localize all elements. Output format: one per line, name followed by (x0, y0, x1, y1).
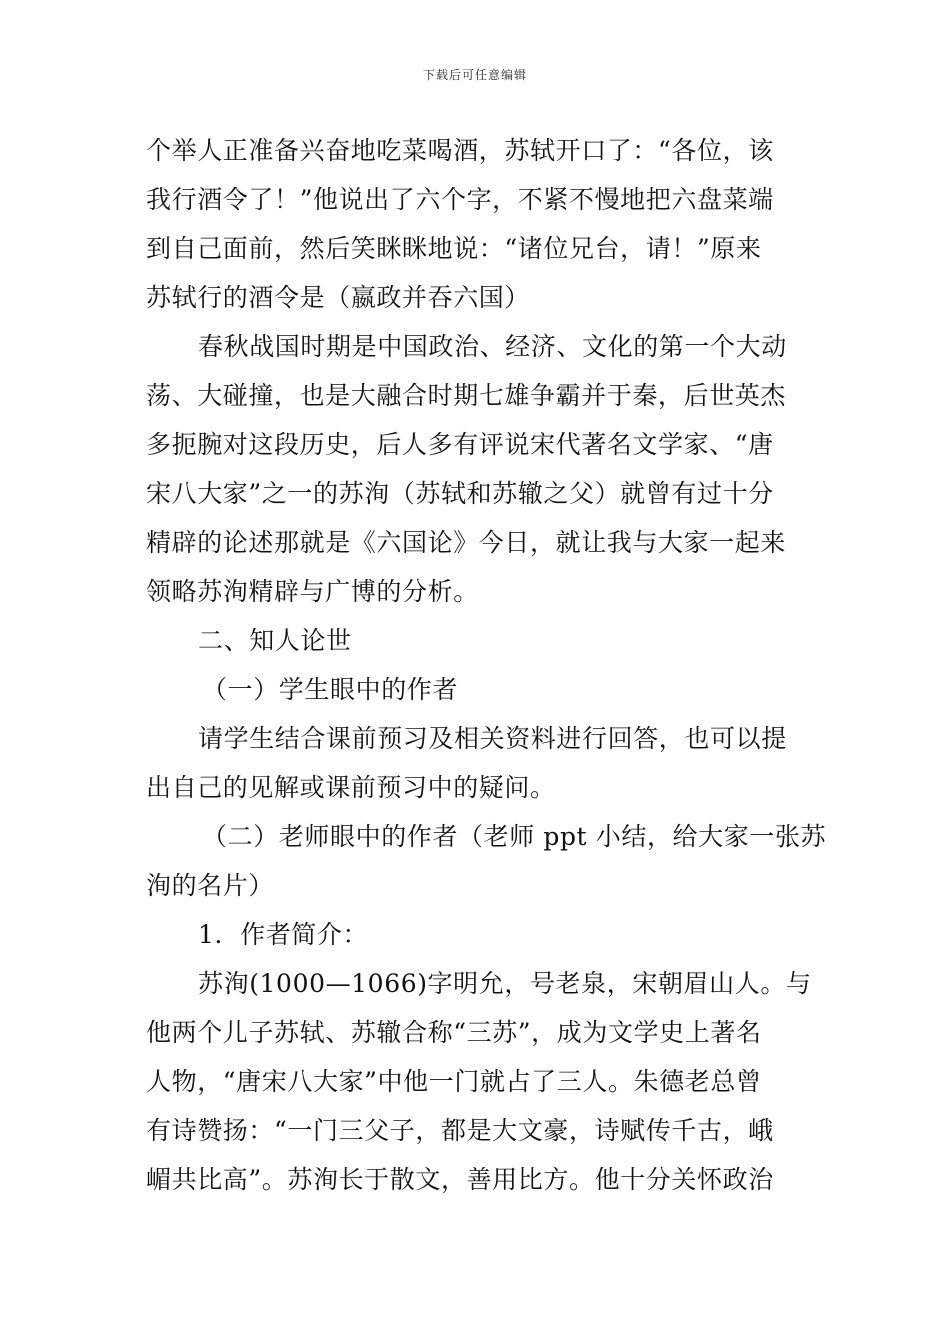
text-line: 他两个儿子苏轼、苏辙合称“三苏”，成为文学史上著名 (146, 1018, 762, 1047)
text-line: 多扼腕对这段历史，后人多有评说宋代著名文学家、“唐 (146, 430, 774, 459)
text-line: 有诗赞扬：“一门三父子，都是大文豪，诗赋传千古，峨 (146, 1116, 774, 1145)
text-line: 出自己的见解或课前预习中的疑问。 (146, 773, 556, 802)
body-text (146, 126, 827, 1204)
text-line: 宋八大家”之一的苏洵（苏轼和苏辙之父）就曾有过十分 (146, 479, 774, 508)
text-line: 领略苏洵精辟与广博的分析。 (146, 577, 479, 606)
text-line: 个举人正准备兴奋地吃菜喝酒，苏轼开口了：“各位，该 (146, 136, 774, 165)
paragraph-start: 请学生结合课前预习及相关资料进行回答，也可以提 (198, 724, 787, 753)
paragraph-start: 苏洵(1000—1066)字明允，号老泉，宋朝眉山人。与 (198, 969, 812, 998)
text-line: 到自己面前，然后笑眯眯地说：“诸位兄台，请！”原来 (146, 234, 762, 263)
item-heading: 1．作者简介： (198, 920, 369, 949)
subsection-heading: （一）学生眼中的作者 (202, 675, 459, 704)
text-line: 人物，“唐宋八大家”中他一门就占了三人。朱德老总曾 (146, 1067, 762, 1096)
text-line: 嵋共比高”。苏洵长于散文，善用比方。他十分关怀政治 (146, 1165, 774, 1194)
text-line: 我行酒令了！”他说出了六个字，不紧不慢地把六盘菜端 (146, 185, 774, 214)
subsection-heading: （二）老师眼中的作者（老师 ppt 小结，给大家一张苏 (202, 822, 827, 851)
text-line: 荡、大碰撞，也是大融合时期七雄争霸并于秦，后世英杰 (146, 381, 787, 410)
text-line: 苏轼行的酒令是（嬴政并吞六国） (146, 283, 531, 312)
text-line: 精辟的论述那就是《六国论》今日，就让我与大家一起来 (146, 528, 787, 557)
page-header: 下载后可任意编辑 (422, 68, 527, 82)
paragraph-start: 春秋战国时期是中国政治、经济、文化的第一个大动 (198, 332, 787, 361)
section-heading: 二、知人论世 (198, 626, 352, 655)
text-line: 洵的名片） (146, 871, 275, 900)
